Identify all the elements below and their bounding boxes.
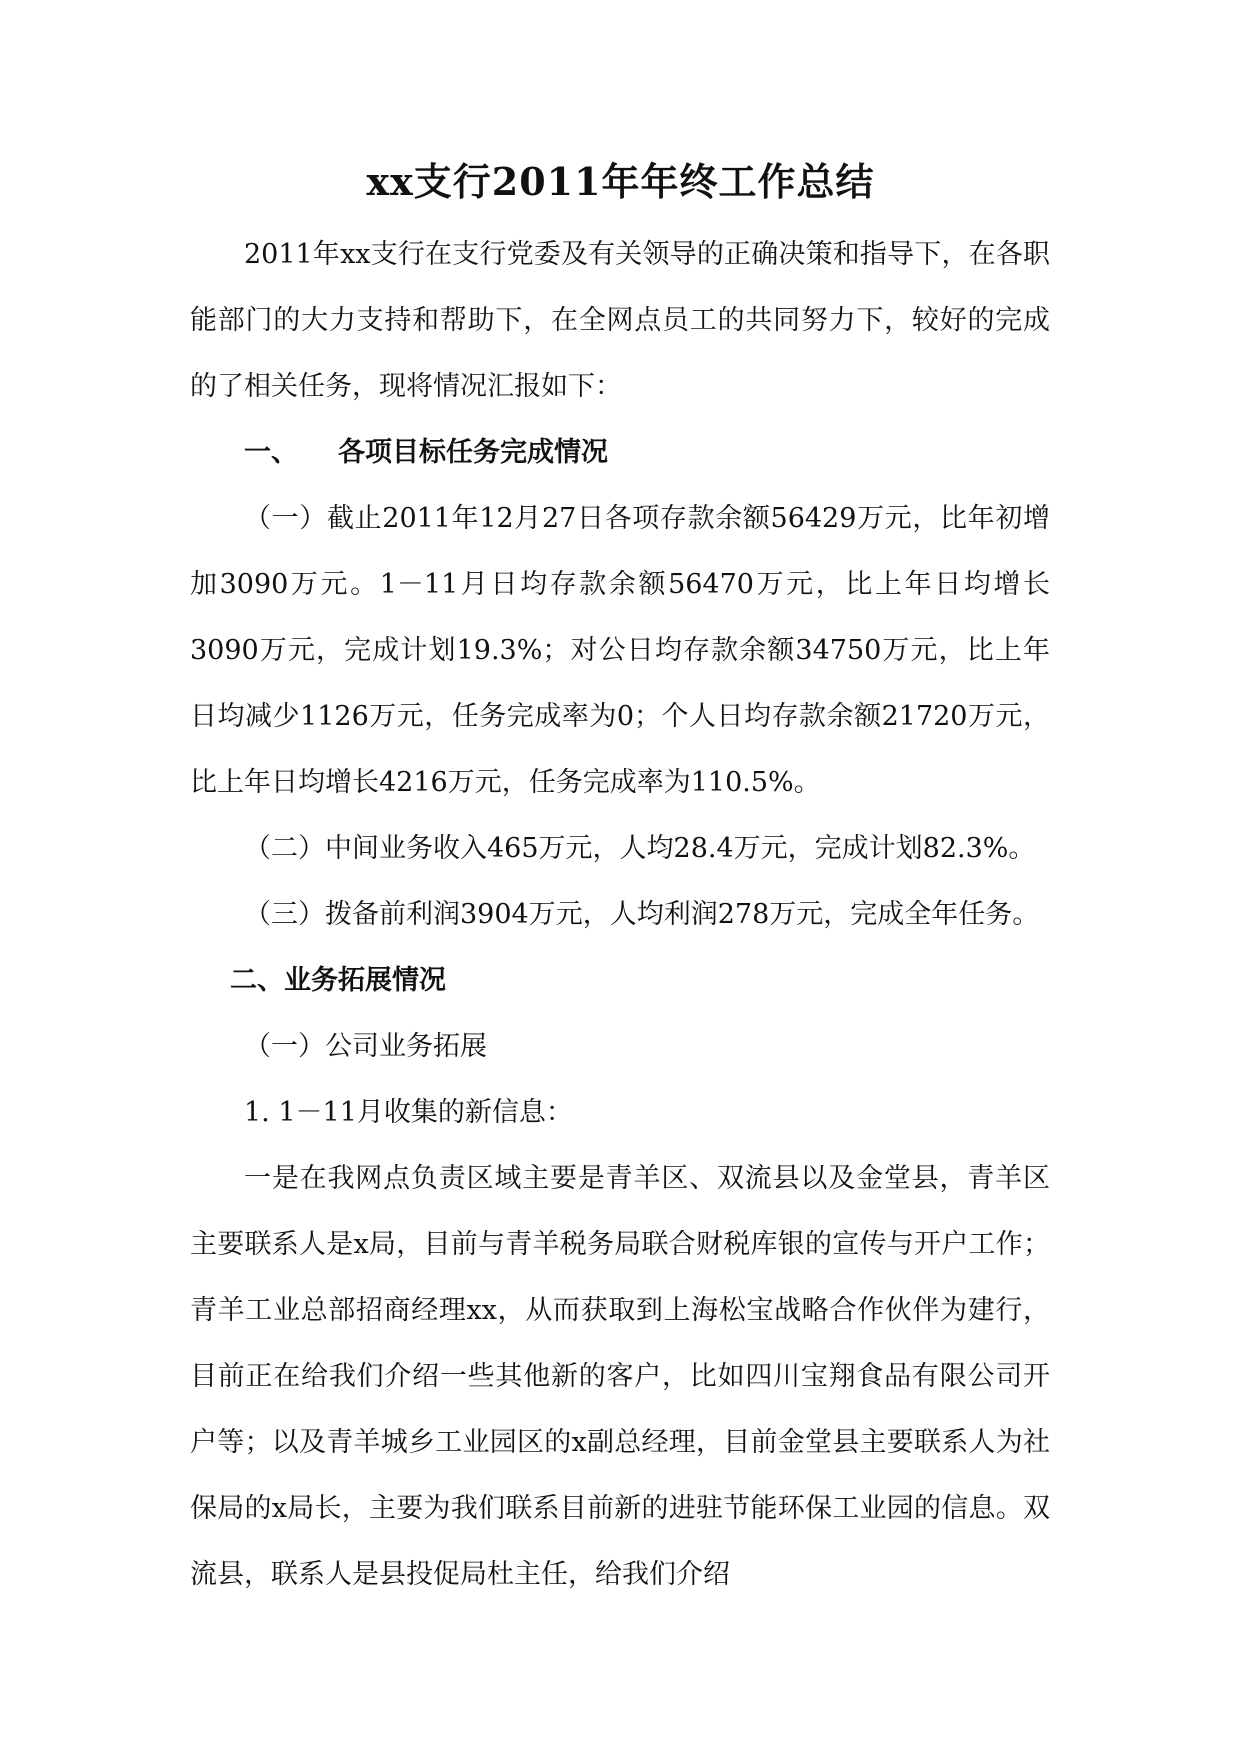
section-heading-2: 二、业务拓展情况 <box>230 965 446 996</box>
section-title: 各项目标任务完成情况 <box>338 437 608 468</box>
section-heading-1 <box>190 420 1050 486</box>
body-paragraph: 一是在我网点负责区域主要是青羊区、双流县以及金堂县，青羊区主要联系人是x局，目前与青羊税务局联合财税库银的宣传与开户工作；青羊工业总部招商经理xx，从而获取到上海松宝战略合作伙伴为建行，目前正在给我们介绍一些其他新的客户，比如四川宝翔食品有限公司开户等；以及青羊城乡工业园区的x副总经理，目前金堂县主要联系人为社保局的x局长，主要为我们联系目前新的进驻节能环保工业园的信息。双流县，联系人是县投促局杜主任，给我们介绍 <box>190 1163 1050 1590</box>
page-title: xx支行2011年年终工作总结 <box>366 159 875 204</box>
list-point: 1. 1－11月收集的新信息： <box>244 1097 573 1128</box>
section1-item-3: （三）拨备前利润3904万元，人均利润278万元，完成全年任务。 <box>244 899 1040 930</box>
section-number: 一、 <box>244 437 298 468</box>
document-body <box>190 222 1050 1608</box>
intro-paragraph: 2011年xx支行在支行党委及有关领导的正确决策和指导下，在各职能部门的大力支持和帮助下，在全网点员工的共同努力下，较好的完成的了相关任务，现将情况汇报如下： <box>190 239 1050 402</box>
subsection-heading: （一）公司业务拓展 <box>244 1031 487 1062</box>
section1-item-1: （一）截止2011年12月27日各项存款余额56429万元，比年初增加3090万元。1－11月日均存款余额56470万元，比上年日均增长3090万元，完成计划19.3%；对公日均存款余额34750万元，比上年日均减少1126万元，任务完成率为0；个人日均存款余额21720万元，比上年日均增长4216万元，任务完成率为110.5%。 <box>190 503 1050 798</box>
section1-item-2: （二）中间业务收入465万元，人均28.4万元，完成计划82.3%。 <box>244 833 1036 864</box>
